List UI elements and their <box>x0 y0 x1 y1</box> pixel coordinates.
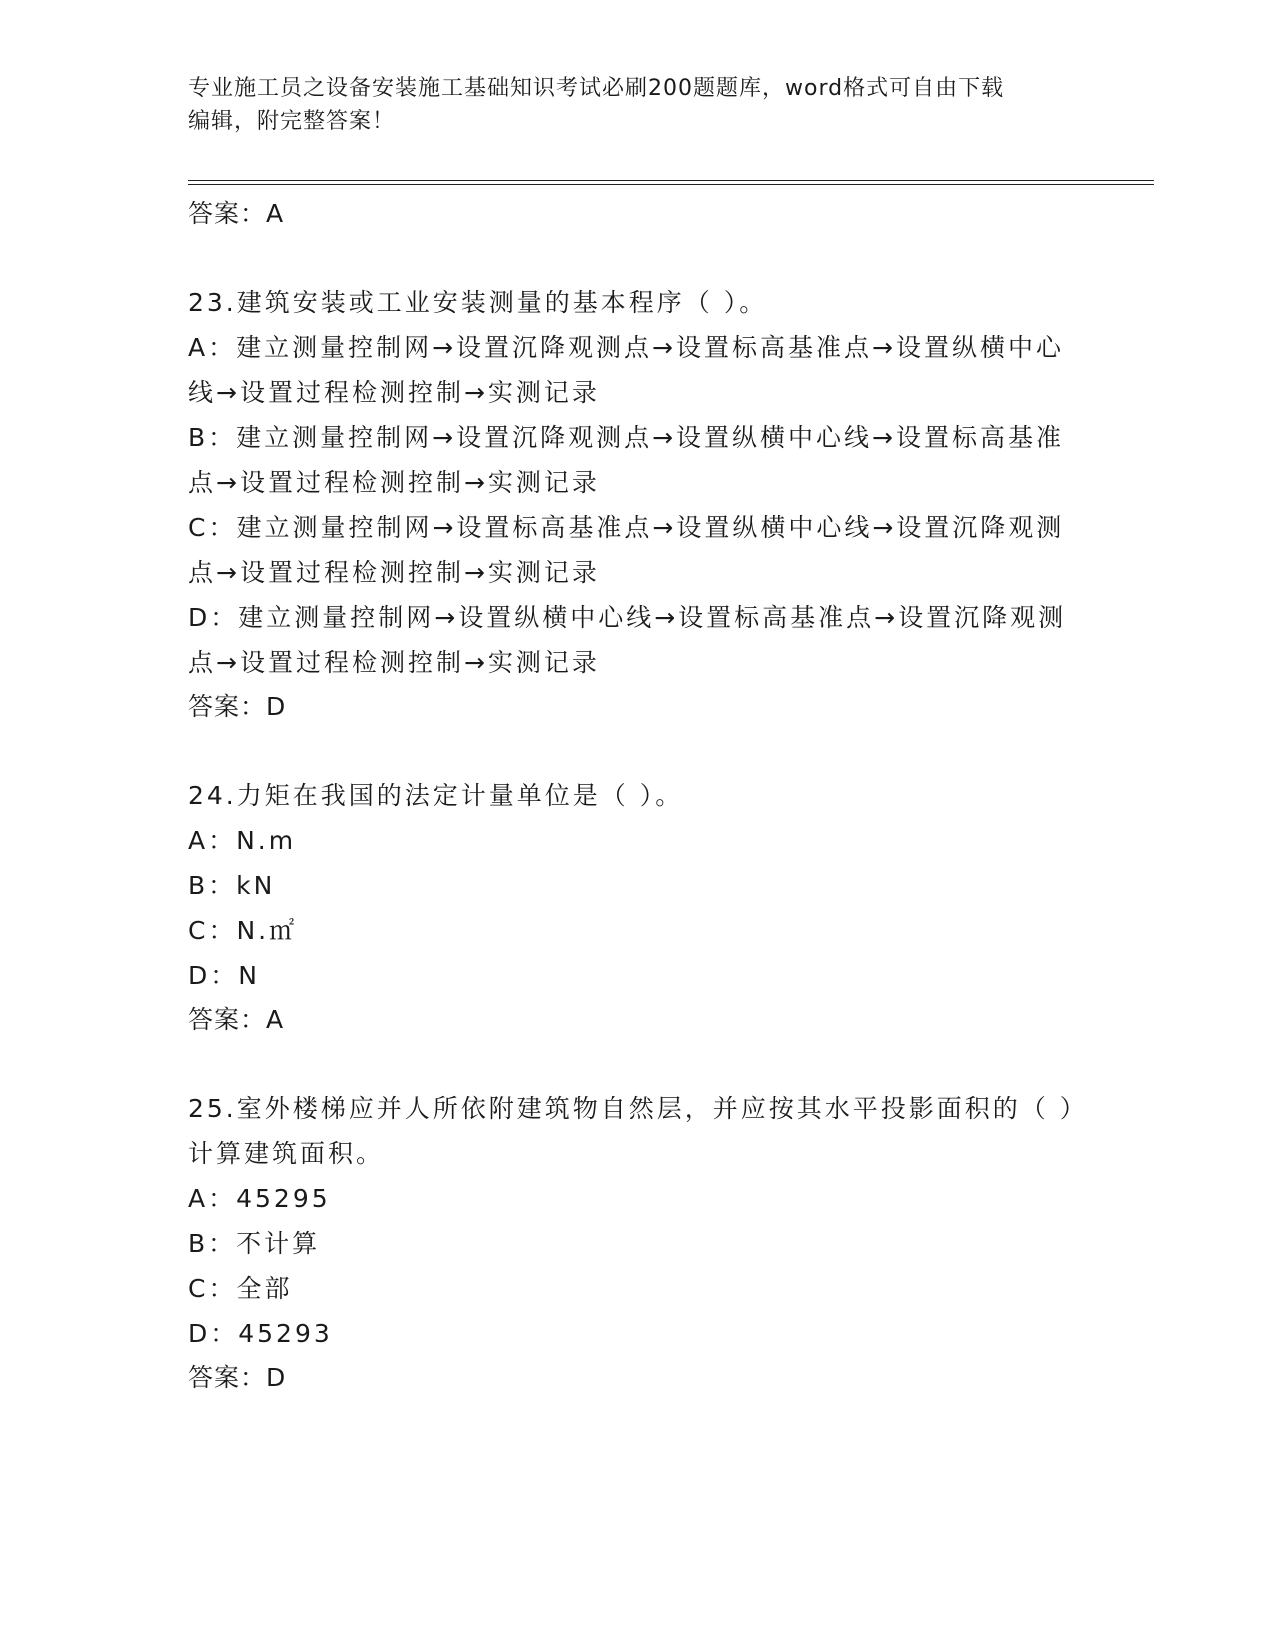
option-a: A：45295 <box>188 1184 331 1213</box>
option-b: B：建立测量控制网→设置沉降观测点→设置纵横中心线→设置标高基准点→设置过程检测控制→实测记录 <box>188 423 1064 497</box>
answer: 答案：D <box>188 692 287 721</box>
option-c: C：全部 <box>188 1274 293 1303</box>
question-stem: 23.建筑安装或工业安装测量的基本程序（ ）。 <box>188 288 768 317</box>
question-25 <box>188 1086 1088 1400</box>
option-d: D：建立测量控制网→设置纵横中心线→设置标高基准点→设置沉降观测点→设置过程检测控制→实测记录 <box>188 603 1067 677</box>
option-d: D：45293 <box>188 1319 333 1348</box>
header-line-2: 编辑，附完整答案！ <box>188 109 396 134</box>
prev-answer: 答案：A <box>188 199 285 228</box>
question-stem: 24.力矩在我国的法定计量单位是（ ）。 <box>188 781 684 810</box>
header-rule-bottom <box>188 184 1154 185</box>
header-rule-top <box>188 180 1154 181</box>
question-23 <box>188 280 1088 729</box>
answer: 答案：A <box>188 1005 285 1034</box>
option-c: C：N.㎡ <box>188 916 298 945</box>
option-a: A：建立测量控制网→设置沉降观测点→设置标高基准点→设置纵横中心线→设置过程检测控制→实测记录 <box>188 333 1064 407</box>
option-d: D：N <box>188 961 260 990</box>
option-b: B：不计算 <box>188 1229 321 1258</box>
document-body <box>188 192 1088 1400</box>
question-24 <box>188 773 1088 1042</box>
answer: 答案：D <box>188 1363 287 1392</box>
document-header <box>188 72 1088 138</box>
option-b: B：kN <box>188 871 276 900</box>
option-a: A：N.m <box>188 826 297 855</box>
option-c: C：建立测量控制网→设置标高基准点→设置纵横中心线→设置沉降观测点→设置过程检测控制→实测记录 <box>188 513 1065 587</box>
question-stem: 25.室外楼梯应并人所依附建筑物自然层，并应按其水平投影面积的（ ）计算建筑面积。 <box>188 1094 1088 1168</box>
header-line-1: 专业施工员之设备安装施工基础知识考试必刷200题题库，word格式可自由下载 <box>188 76 1005 101</box>
